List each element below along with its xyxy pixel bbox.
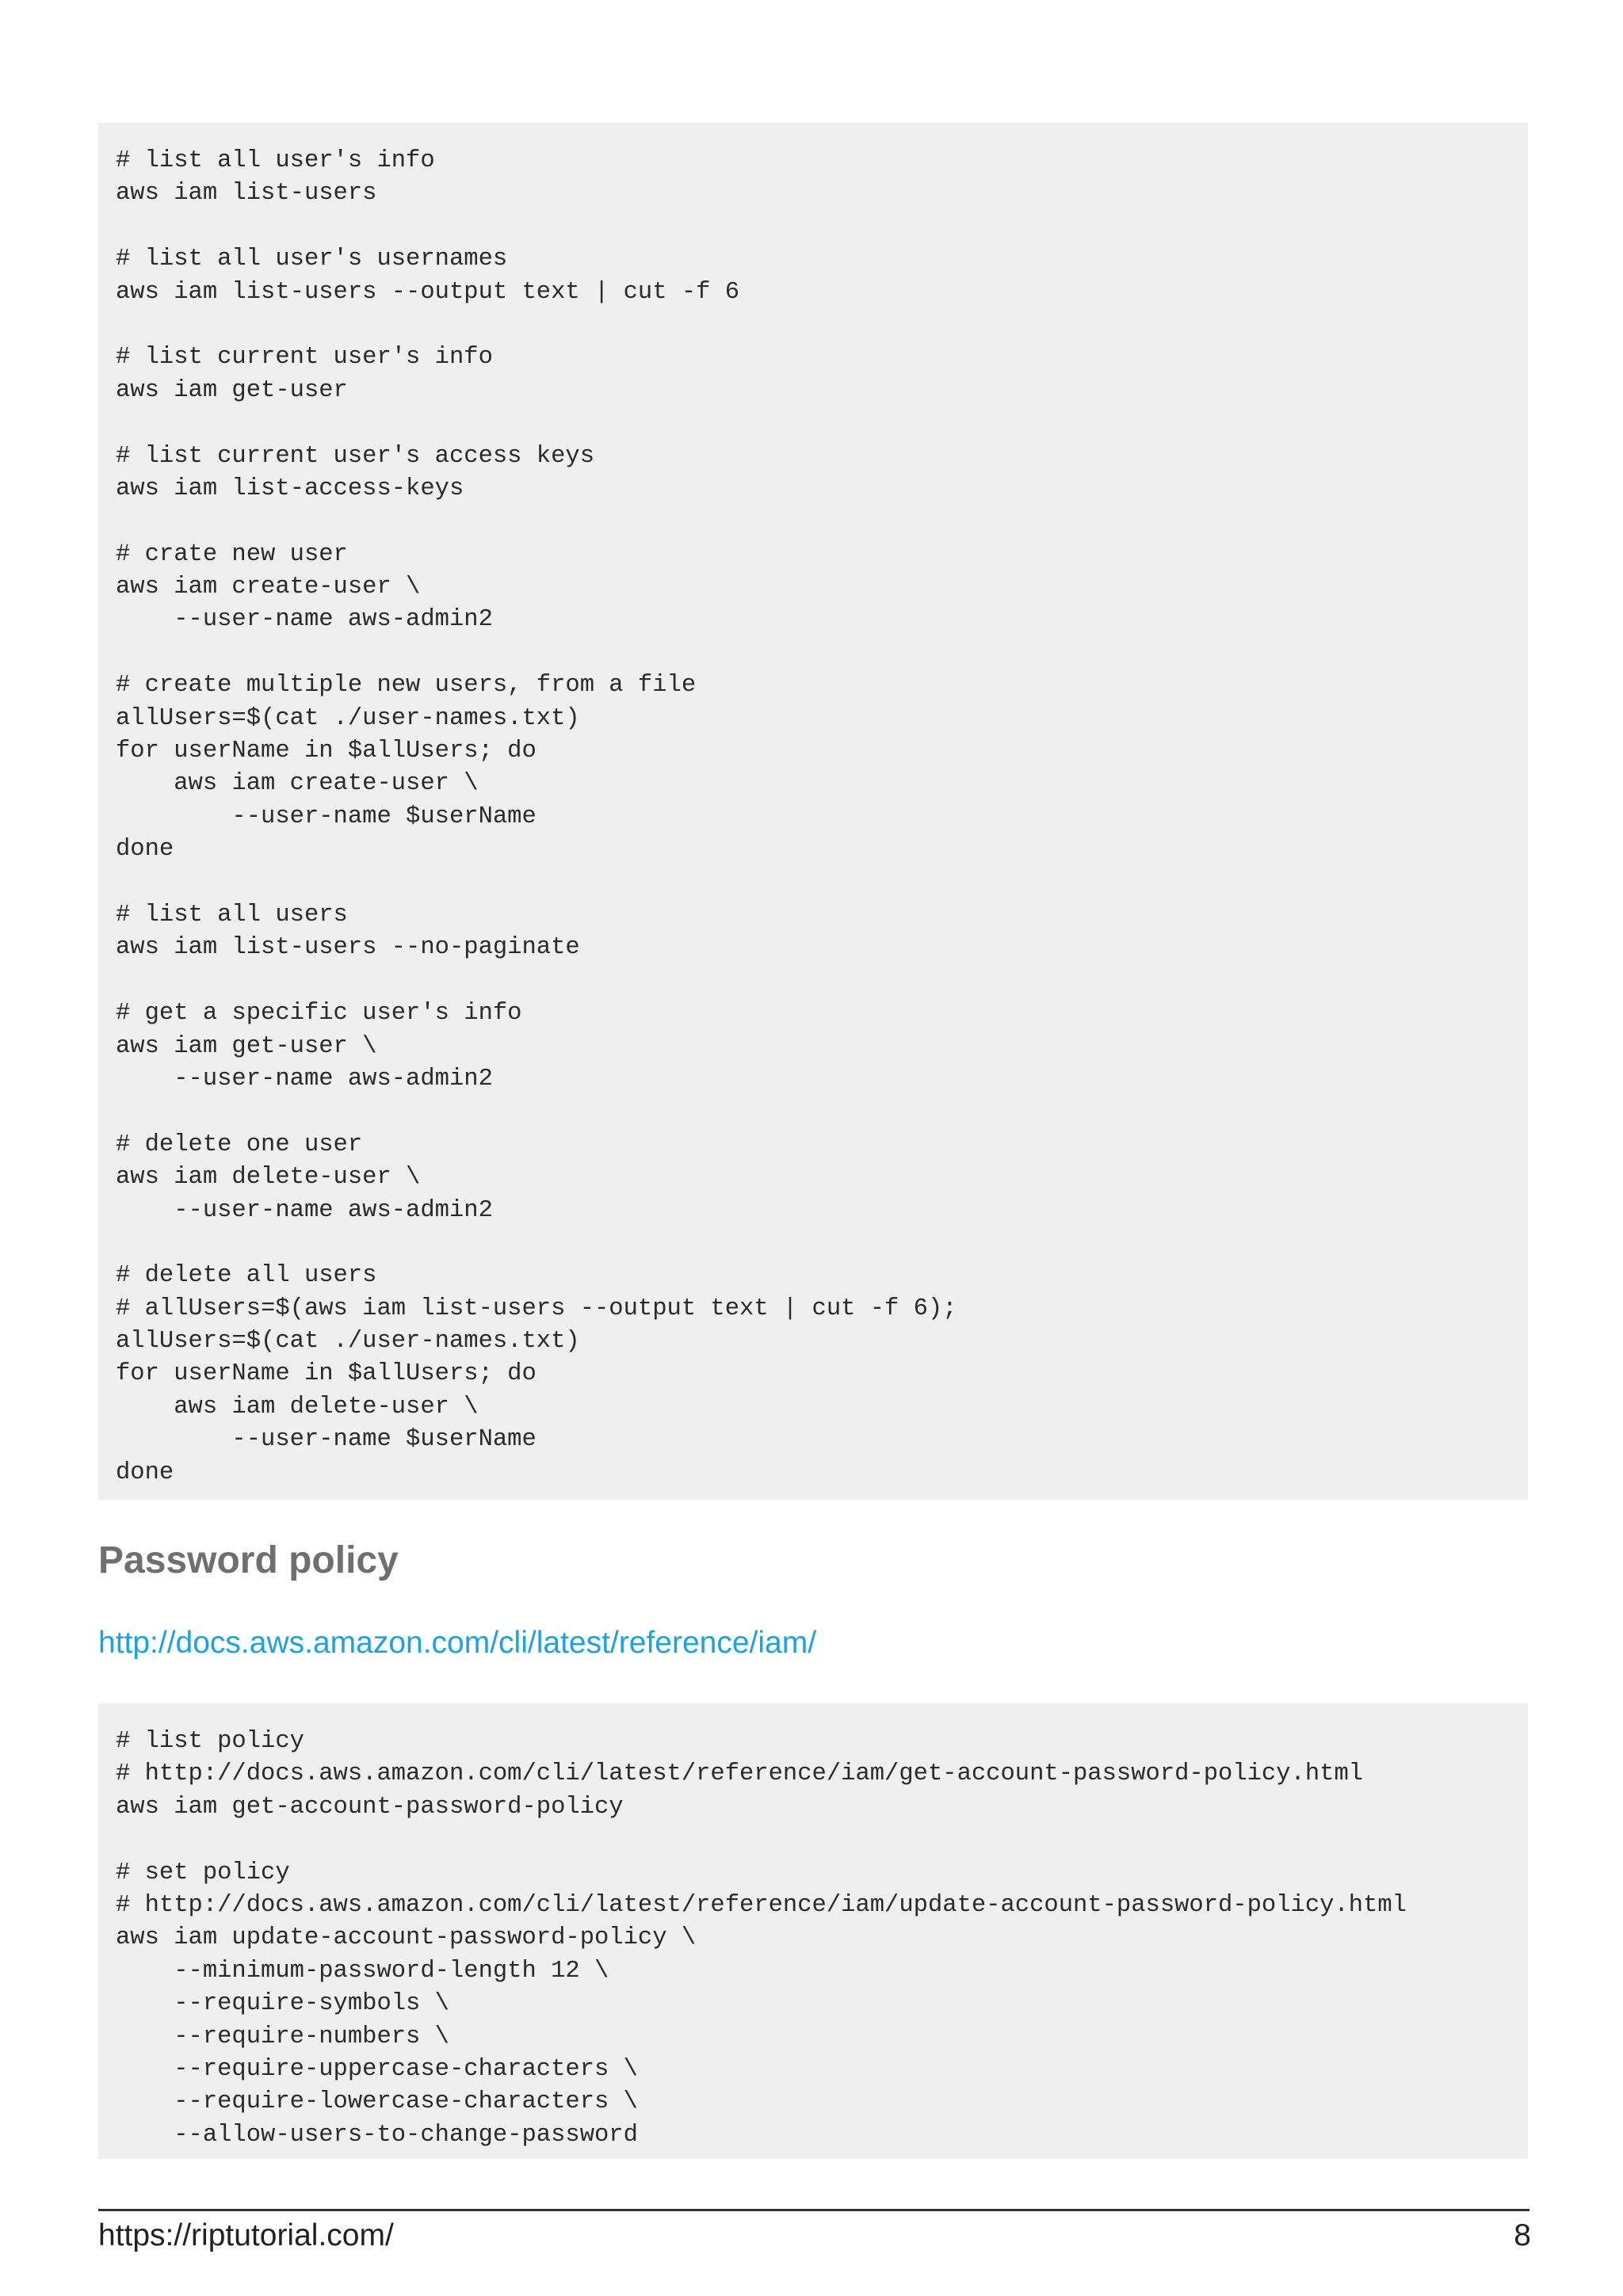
code-line: # list current user's info <box>116 344 493 372</box>
code-line: aws iam get-user \ <box>116 1032 377 1060</box>
code-line: # list current user's access keys <box>116 442 594 470</box>
code-line: # list all users <box>116 901 348 929</box>
code-line: # list policy <box>116 1728 304 1755</box>
code-line: # http://docs.aws.amazon.com/cli/latest/reference/iam/update-account-password-policy.html <box>116 1891 1407 1919</box>
page-number: 8 <box>1514 2218 1531 2252</box>
code-line: for userName in $allUsers; do <box>116 1360 537 1388</box>
code-line: done <box>116 1459 174 1486</box>
code-line: aws iam create-user \ <box>116 770 479 798</box>
code-line: --allow-users-to-change-password <box>116 2121 638 2149</box>
code-line: aws iam list-users <box>116 180 377 208</box>
code-line: for userName in $allUsers; do <box>116 738 537 765</box>
code-line <box>116 867 1528 899</box>
code-line: --user-name $userName <box>116 1426 537 1454</box>
code-line: aws iam list-users --output text | cut -f 6 <box>116 278 740 306</box>
code-line <box>116 309 1528 341</box>
code-line: --user-name aws-admin2 <box>116 606 493 634</box>
code-line: aws iam update-account-password-policy \ <box>116 1924 697 1952</box>
code-line: aws iam get-user <box>116 376 348 404</box>
code-line: # http://docs.aws.amazon.com/cli/latest/reference/iam/get-account-password-policy.html <box>116 1760 1364 1788</box>
iam-reference-link[interactable]: http://docs.aws.amazon.com/cli/latest/reference/iam/ <box>98 1626 817 1660</box>
code-line: aws iam list-access-keys <box>116 475 464 502</box>
code-line: allUsers=$(cat ./user-names.txt) <box>116 1328 580 1356</box>
code-line: # delete one user <box>116 1131 363 1158</box>
code-line <box>116 1227 1528 1260</box>
code-line: --minimum-password-length 12 \ <box>116 1957 609 1985</box>
code-line: --require-symbols \ <box>116 1990 449 2018</box>
code-line: allUsers=$(cat ./user-names.txt) <box>116 704 580 732</box>
code-line: --user-name aws-admin2 <box>116 1065 493 1093</box>
section-heading-password-policy: Password policy <box>98 1539 399 1581</box>
code-line: --user-name aws-admin2 <box>116 1196 493 1224</box>
code-line <box>116 1824 1528 1856</box>
code-line: # allUsers=$(aws iam list-users --output text | cut -f 6); <box>116 1295 957 1322</box>
code-line <box>116 211 1528 243</box>
footer-url: https://riptutorial.com/ <box>98 2218 394 2252</box>
code-line <box>116 505 1528 538</box>
code-line: # crate new user <box>116 540 348 568</box>
code-line: --require-numbers \ <box>116 2023 449 2050</box>
code-line <box>116 407 1528 440</box>
code-line <box>116 1096 1528 1128</box>
code-line: # set policy <box>116 1859 290 1886</box>
code-line <box>116 637 1528 669</box>
code-line: # delete all users <box>116 1262 377 1290</box>
code-line: --require-lowercase-characters \ <box>116 2088 638 2116</box>
code-line: --require-uppercase-characters \ <box>116 2055 638 2083</box>
code-line: # list all user's usernames <box>116 246 508 273</box>
code-line: --user-name $userName <box>116 803 537 830</box>
code-line: aws iam create-user \ <box>116 574 421 601</box>
code-block-iam-users <box>98 123 1528 1500</box>
code-line: aws iam delete-user \ <box>116 1393 479 1421</box>
code-line <box>116 965 1528 997</box>
code-line: # create multiple new users, from a file <box>116 672 697 700</box>
code-block-password-policy <box>98 1703 1528 2159</box>
code-line: aws iam list-users --no-paginate <box>116 934 580 962</box>
code-line: done <box>116 836 174 864</box>
code-line: # list all user's info <box>116 147 435 174</box>
footer-divider <box>98 2209 1529 2211</box>
code-line: # get a specific user's info <box>116 1000 522 1028</box>
code-line: aws iam get-account-password-policy <box>116 1793 624 1821</box>
code-line: aws iam delete-user \ <box>116 1164 421 1192</box>
